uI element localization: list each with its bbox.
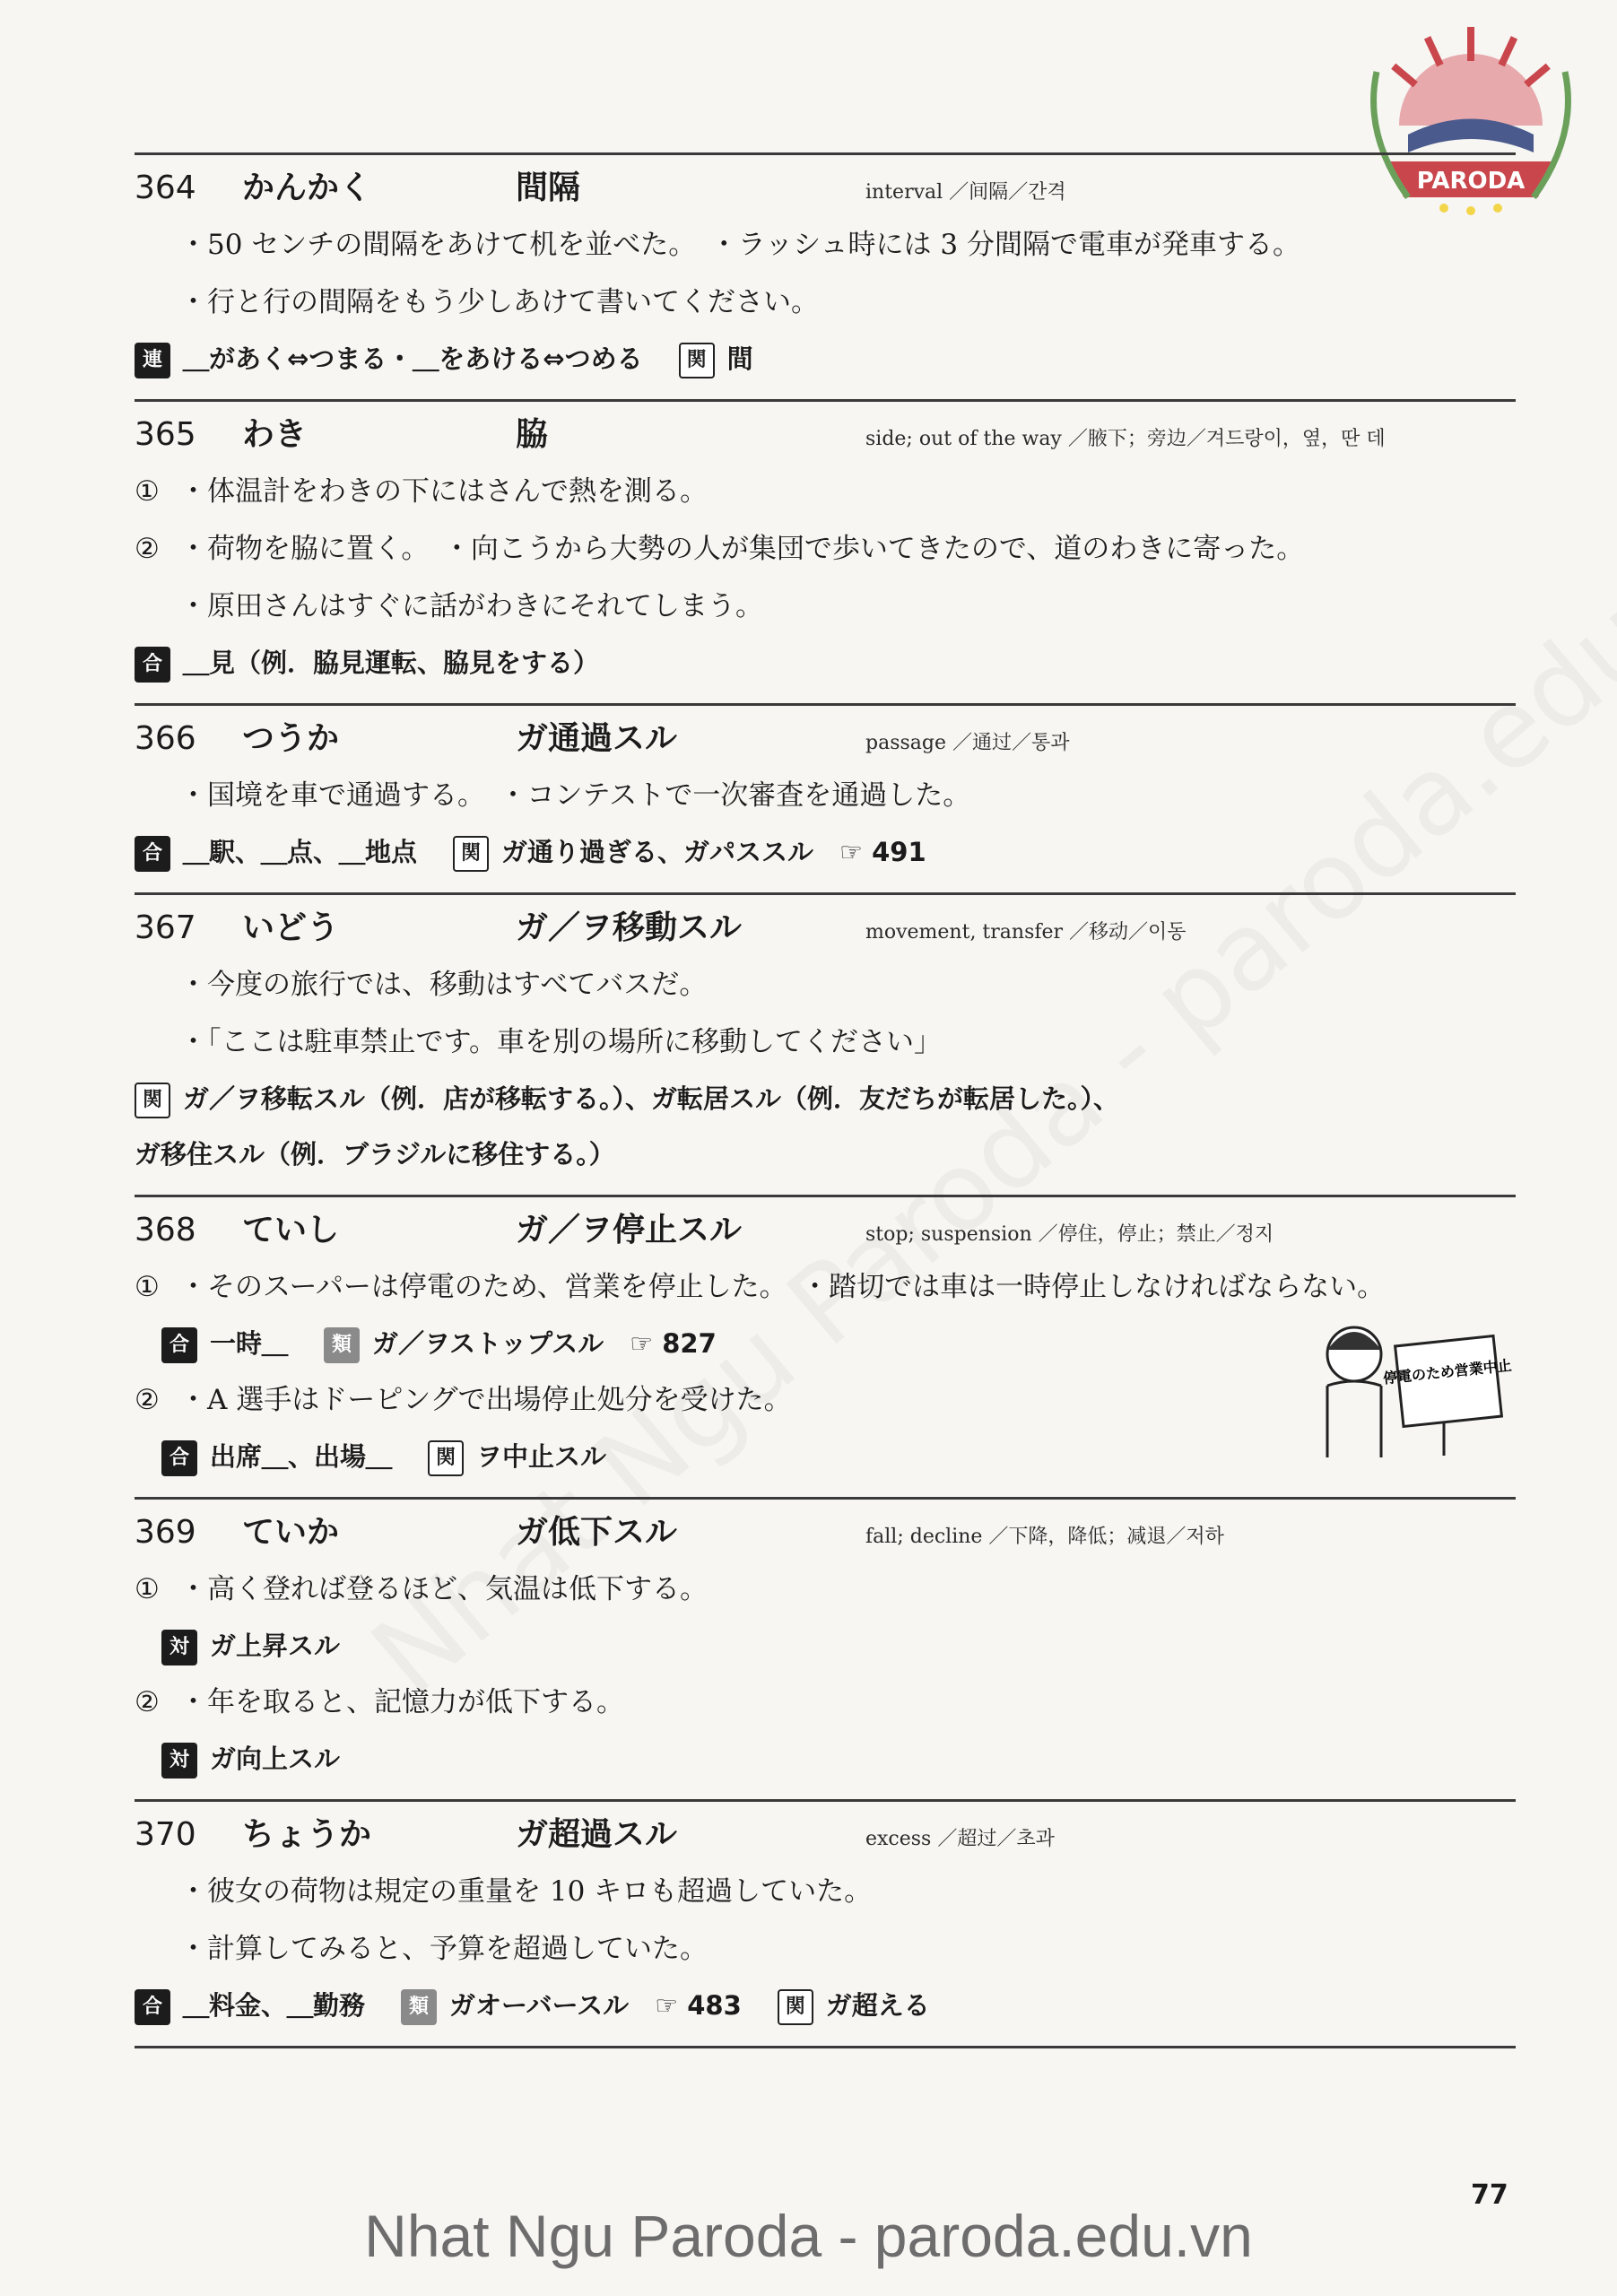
- related-words: [135, 1126, 1516, 1182]
- example-sentence: ① ・そのスーパーは停電のため、営業を停止した。 ・踏切では車は一時停止しなければならない。: [135, 1258, 1516, 1316]
- entry-gloss: excess ／超过／초과: [865, 1828, 1055, 1850]
- vocab-entry: [135, 1195, 1516, 1497]
- example-sentence: ・計算してみると、予算を超過していた。: [179, 1933, 708, 1965]
- example-sentence: ② ・荷物を脇に置く。 ・向こうから大勢の人が集団で歩いてきたので、道のわきに寄った。: [135, 520, 1516, 578]
- example-sentence: ・50 センチの間隔をあけて机を並べた。 ・ラッシュ時には 3 分間隔で電車が発車する。: [179, 229, 1300, 261]
- entry-number: 370: [135, 1816, 196, 1853]
- related-words: [135, 1071, 1516, 1126]
- related-text: ＿料金、＿勤務: [183, 1990, 366, 2021]
- entry-kanji: ガ超過スル: [516, 1816, 678, 1853]
- example-sentence: ・国境を車で通過する。 ・コンテストで一次審査を通過した。: [179, 779, 971, 812]
- entry-number: 364: [135, 170, 196, 206]
- tag-antonym: 対: [161, 1630, 197, 1665]
- related-text: 間: [726, 344, 753, 374]
- sense-marker: ②: [135, 1686, 160, 1718]
- entry-kanji: ガ／ヲ停止スル: [516, 1212, 743, 1248]
- vocab-entry: [135, 399, 1516, 703]
- entry-gloss: side; out of the way ／腋下；旁边／겨드랑이，옆，딴 데: [865, 428, 1386, 450]
- related-words: [135, 1978, 1516, 2033]
- vocabulary-list: [135, 152, 1516, 2048]
- tag-collocation: 連: [135, 343, 170, 378]
- tag-synonym: 類: [401, 1989, 437, 2025]
- page-number: 77: [1471, 2179, 1508, 2211]
- related-text: 出席＿、出場＿: [210, 1441, 393, 1472]
- entry-gloss: interval ／间隔／간격: [865, 181, 1066, 204]
- tag-related: 関: [778, 1989, 813, 2025]
- entry-kanji: 脇: [516, 416, 549, 453]
- example-sentence: ・行と行の間隔をもう少しあけて書いてください。: [179, 286, 819, 318]
- related-words: [135, 1618, 1516, 1674]
- entry-header: [135, 1809, 1516, 1863]
- vocab-entry: [135, 1799, 1516, 2048]
- entry-number: 369: [135, 1514, 196, 1551]
- entry-reading: ちょうか: [242, 1816, 372, 1853]
- tag-compound: 合: [135, 1989, 170, 2025]
- related-text: ガオーバースル ☞ 483: [449, 1990, 742, 2021]
- tag-related: 関: [428, 1440, 464, 1476]
- related-text: ヲ中止スル: [476, 1441, 607, 1472]
- related-words: [135, 1731, 1516, 1787]
- entry-header: [135, 409, 1516, 463]
- tag-compound: 合: [135, 647, 170, 683]
- related-text: ガ上昇スル: [210, 1631, 341, 1661]
- related-text: ＿見（例．脇見運転、脇見をする）: [183, 648, 600, 678]
- tag-related: 関: [453, 836, 489, 872]
- entry-kanji: ガ／ヲ移動スル: [516, 909, 743, 946]
- example-sentence: ② ・年を取ると、記憶力が低下する。: [135, 1674, 1516, 1731]
- tag-compound: 合: [161, 1440, 197, 1476]
- example-sentence: ・「ここは駐車禁止です。車を別の場所に移動してください」: [179, 1026, 943, 1058]
- example-sentence: ・今度の旅行では、移動はすべてバスだ。: [179, 969, 708, 1001]
- related-text: ガ向上スル: [210, 1744, 341, 1774]
- related-text: 一時＿: [210, 1328, 289, 1359]
- tag-related: 関: [679, 343, 715, 378]
- entry-kanji: ガ通過スル: [516, 720, 678, 757]
- entry-reading: つうか: [242, 720, 340, 757]
- vocab-entry: [135, 892, 1516, 1195]
- entry-reading: ていか: [242, 1514, 340, 1551]
- example-sentence: ・原田さんはすぐに話がわきにそれてしまう。: [179, 590, 763, 622]
- example-sentence: ① ・高く登れば登るほど、気温は低下する。: [135, 1561, 1516, 1618]
- related-words: [135, 635, 1516, 691]
- related-text: ＿があく⇔つまる・＿をあける⇔つめる: [183, 344, 643, 374]
- tag-compound: 合: [135, 836, 170, 872]
- sense-marker: ②: [135, 1384, 160, 1416]
- entry-header: [135, 1507, 1516, 1561]
- sign-text: 停電のため営業中止: [1382, 1356, 1513, 1387]
- entry-number: 365: [135, 416, 196, 453]
- vocab-entry: [135, 152, 1516, 399]
- sense-marker: ②: [135, 533, 160, 565]
- entry-number: 367: [135, 909, 196, 946]
- entry-gloss: stop; suspension ／停住，停止；禁止／정지: [865, 1223, 1274, 1246]
- tag-related: 関: [135, 1083, 170, 1118]
- tag-synonym: 類: [324, 1327, 360, 1363]
- related-words: [135, 824, 1516, 880]
- entry-number: 368: [135, 1212, 196, 1248]
- entry-reading: ていし: [242, 1212, 340, 1248]
- related-words: [135, 331, 1516, 387]
- entry-kanji: 間隔: [516, 170, 581, 206]
- entry-reading: いどう: [242, 909, 340, 946]
- entry-reading: かんかく: [242, 170, 372, 206]
- related-text: ガ超える: [825, 1990, 930, 2021]
- entry-header: [135, 162, 1516, 216]
- related-words: [135, 1429, 1516, 1484]
- sense-marker: ①: [135, 1271, 160, 1303]
- entry-kanji: ガ低下スル: [516, 1514, 678, 1551]
- illustration-closed-sign: [1309, 1305, 1516, 1457]
- sense-marker: ①: [135, 475, 160, 508]
- tag-compound: 合: [161, 1327, 197, 1363]
- footer-credit: Nhat Ngu Paroda - paroda.edu.vn: [364, 2203, 1253, 2269]
- entry-reading: わき: [242, 416, 308, 453]
- example-sentence: ① ・体温計をわきの下にはさんで熱を測る。: [135, 463, 1516, 520]
- entry-gloss: movement, transfer ／移动／이동: [865, 921, 1187, 944]
- related-text: ガ／ヲストップスル ☞ 827: [372, 1328, 717, 1359]
- entry-gloss: passage ／通过／통과: [865, 732, 1070, 754]
- related-text: ガ／ヲ移転スル（例．店が移転する。）、ガ転居スル（例．友だちが転居した。）、: [183, 1083, 1120, 1114]
- vocab-entry: [135, 703, 1516, 892]
- svg-text:PARODA: PARODA: [1416, 168, 1526, 195]
- entry-header: [135, 1205, 1516, 1258]
- sense-marker: ①: [135, 1573, 160, 1605]
- related-text: ガ通り過ぎる、ガパススル ☞ 491: [501, 837, 926, 867]
- related-text: ガ移住スル（例．ブラジルに移住する。）: [135, 1139, 615, 1170]
- entry-header: [135, 713, 1516, 767]
- entry-header: [135, 902, 1516, 956]
- entry-gloss: fall; decline ／下降，降低；减退／저하: [865, 1526, 1224, 1548]
- example-sentence: ・彼女の荷物は規定の重量を 10 キロも超過していた。: [179, 1875, 873, 1908]
- tag-antonym: 対: [161, 1743, 197, 1779]
- example-sentence: ② ・A 選手はドーピングで出場停止処分を受けた。: [135, 1371, 1516, 1429]
- vocab-entry: [135, 1497, 1516, 1799]
- related-text: ＿駅、＿点、＿地点: [183, 837, 418, 867]
- entry-number: 366: [135, 720, 196, 757]
- related-words: [135, 1316, 1516, 1371]
